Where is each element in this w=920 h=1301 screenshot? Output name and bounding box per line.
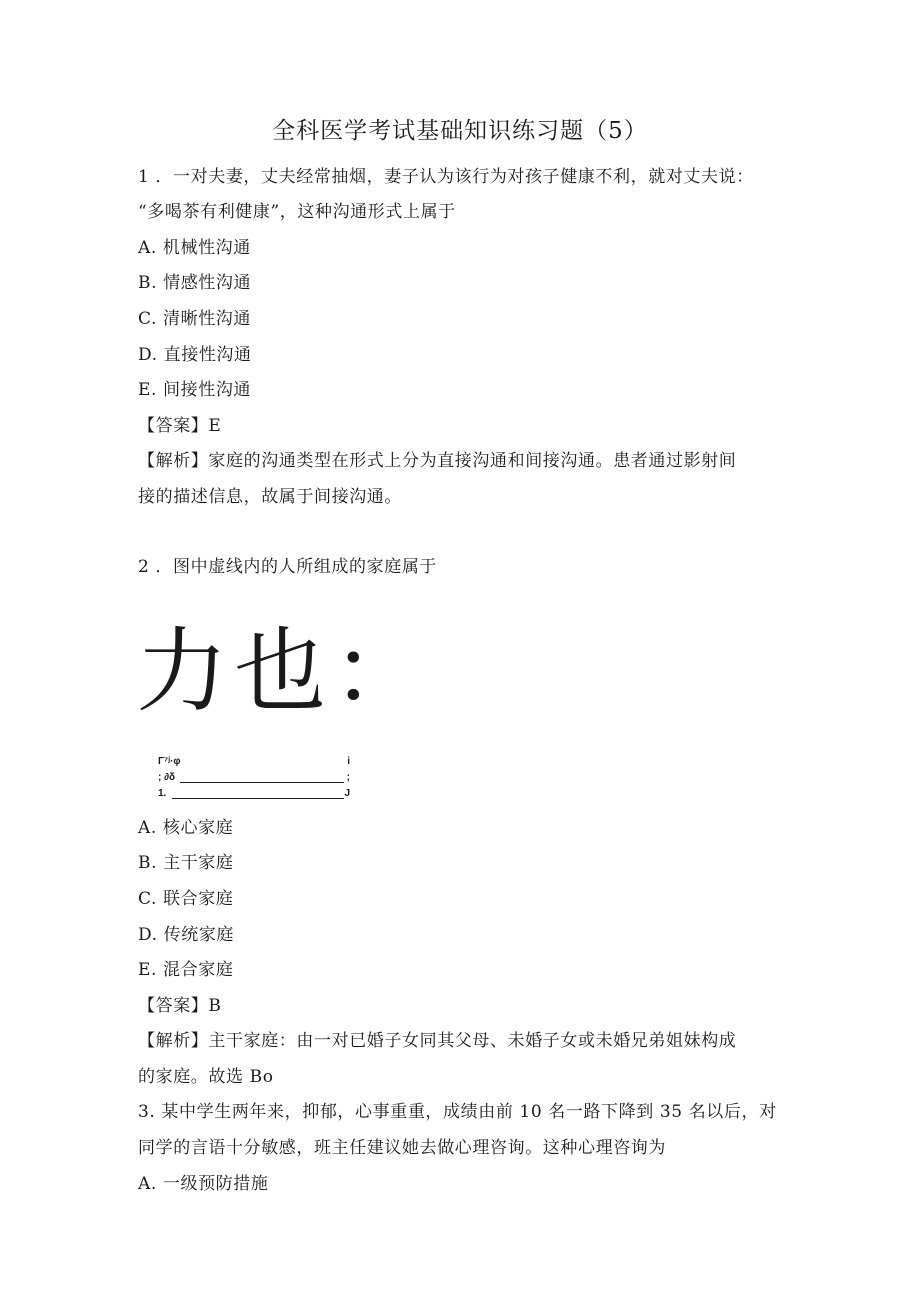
question-1-analysis: 【解析】家庭的沟通类型在形式上分为直接沟通和间接沟通。患者通过影射间	[138, 451, 737, 471]
figure-row-label: 1.	[158, 788, 167, 799]
question-1-option-d: D. 直接性沟通	[138, 345, 252, 365]
figure-row	[158, 772, 350, 784]
figure-row-mark: i	[347, 756, 350, 767]
figure-row	[158, 756, 350, 768]
figure-dashed-line	[172, 798, 344, 799]
figure-garbled-glyphs: 力也：	[136, 618, 431, 725]
figure-row-label: ; ∂δ	[158, 772, 176, 783]
question-1-option-c: C. 清晰性沟通	[138, 309, 252, 329]
question-2-text: 2 ．图中虚线内的人所组成的家庭属于	[138, 557, 438, 577]
question-1-option-b: B. 情感性沟通	[138, 273, 252, 293]
question-1-text: 1 ．一对夫妻，丈夫经常抽烟，妻子认为该行为对孩子健康不利，就对丈夫说：	[138, 167, 754, 187]
question-2-analysis: 【解析】主干家庭：由一对已婚子女同其父母、未婚子女或未婚兄弟姐妹构成	[138, 1031, 737, 1051]
question-3-text-cont: 同学的言语十分敏感，班主任建议她去做心理咨询。这种心理咨询为	[138, 1138, 666, 1158]
question-2-option-b: B. 主干家庭	[138, 853, 234, 873]
question-2-option-c: C. 联合家庭	[138, 889, 234, 909]
figure-row-mark: J	[344, 788, 350, 799]
question-2-option-e: E. 混合家庭	[138, 960, 234, 980]
figure-row-mark: ;	[346, 772, 350, 783]
question-1-option-e: E. 间接性沟通	[138, 380, 252, 400]
question-2-option-d: D. 传统家庭	[138, 925, 235, 945]
question-1-analysis-cont: 接的描述信息，故属于间接沟通。	[138, 487, 402, 507]
question-2-analysis-cont: 的家庭。故选 Bo	[138, 1067, 274, 1087]
question-1-text-cont: “多喝茶有利健康”，这种沟通形式上属于	[138, 202, 456, 222]
question-3-option-a: A. 一级预防措施	[138, 1174, 269, 1194]
question-3-text: 3. 某中学生两年来，抑郁，心事重重，成绩由前 10 名一路下降到 35 名以后，对	[138, 1102, 777, 1122]
figure-row	[158, 788, 350, 800]
question-1-answer: 【答案】E	[138, 416, 222, 436]
figure-dashed-line	[180, 782, 344, 783]
question-2-answer: 【答案】B	[138, 996, 222, 1016]
page-title: 全科医学考试基础知识练习题（5）	[272, 118, 648, 144]
figure-row-label: Γ⁷ʲ·φ	[158, 756, 181, 767]
question-1-option-a: A. 机械性沟通	[138, 238, 251, 258]
question-2-option-a: A. 核心家庭	[138, 818, 234, 838]
